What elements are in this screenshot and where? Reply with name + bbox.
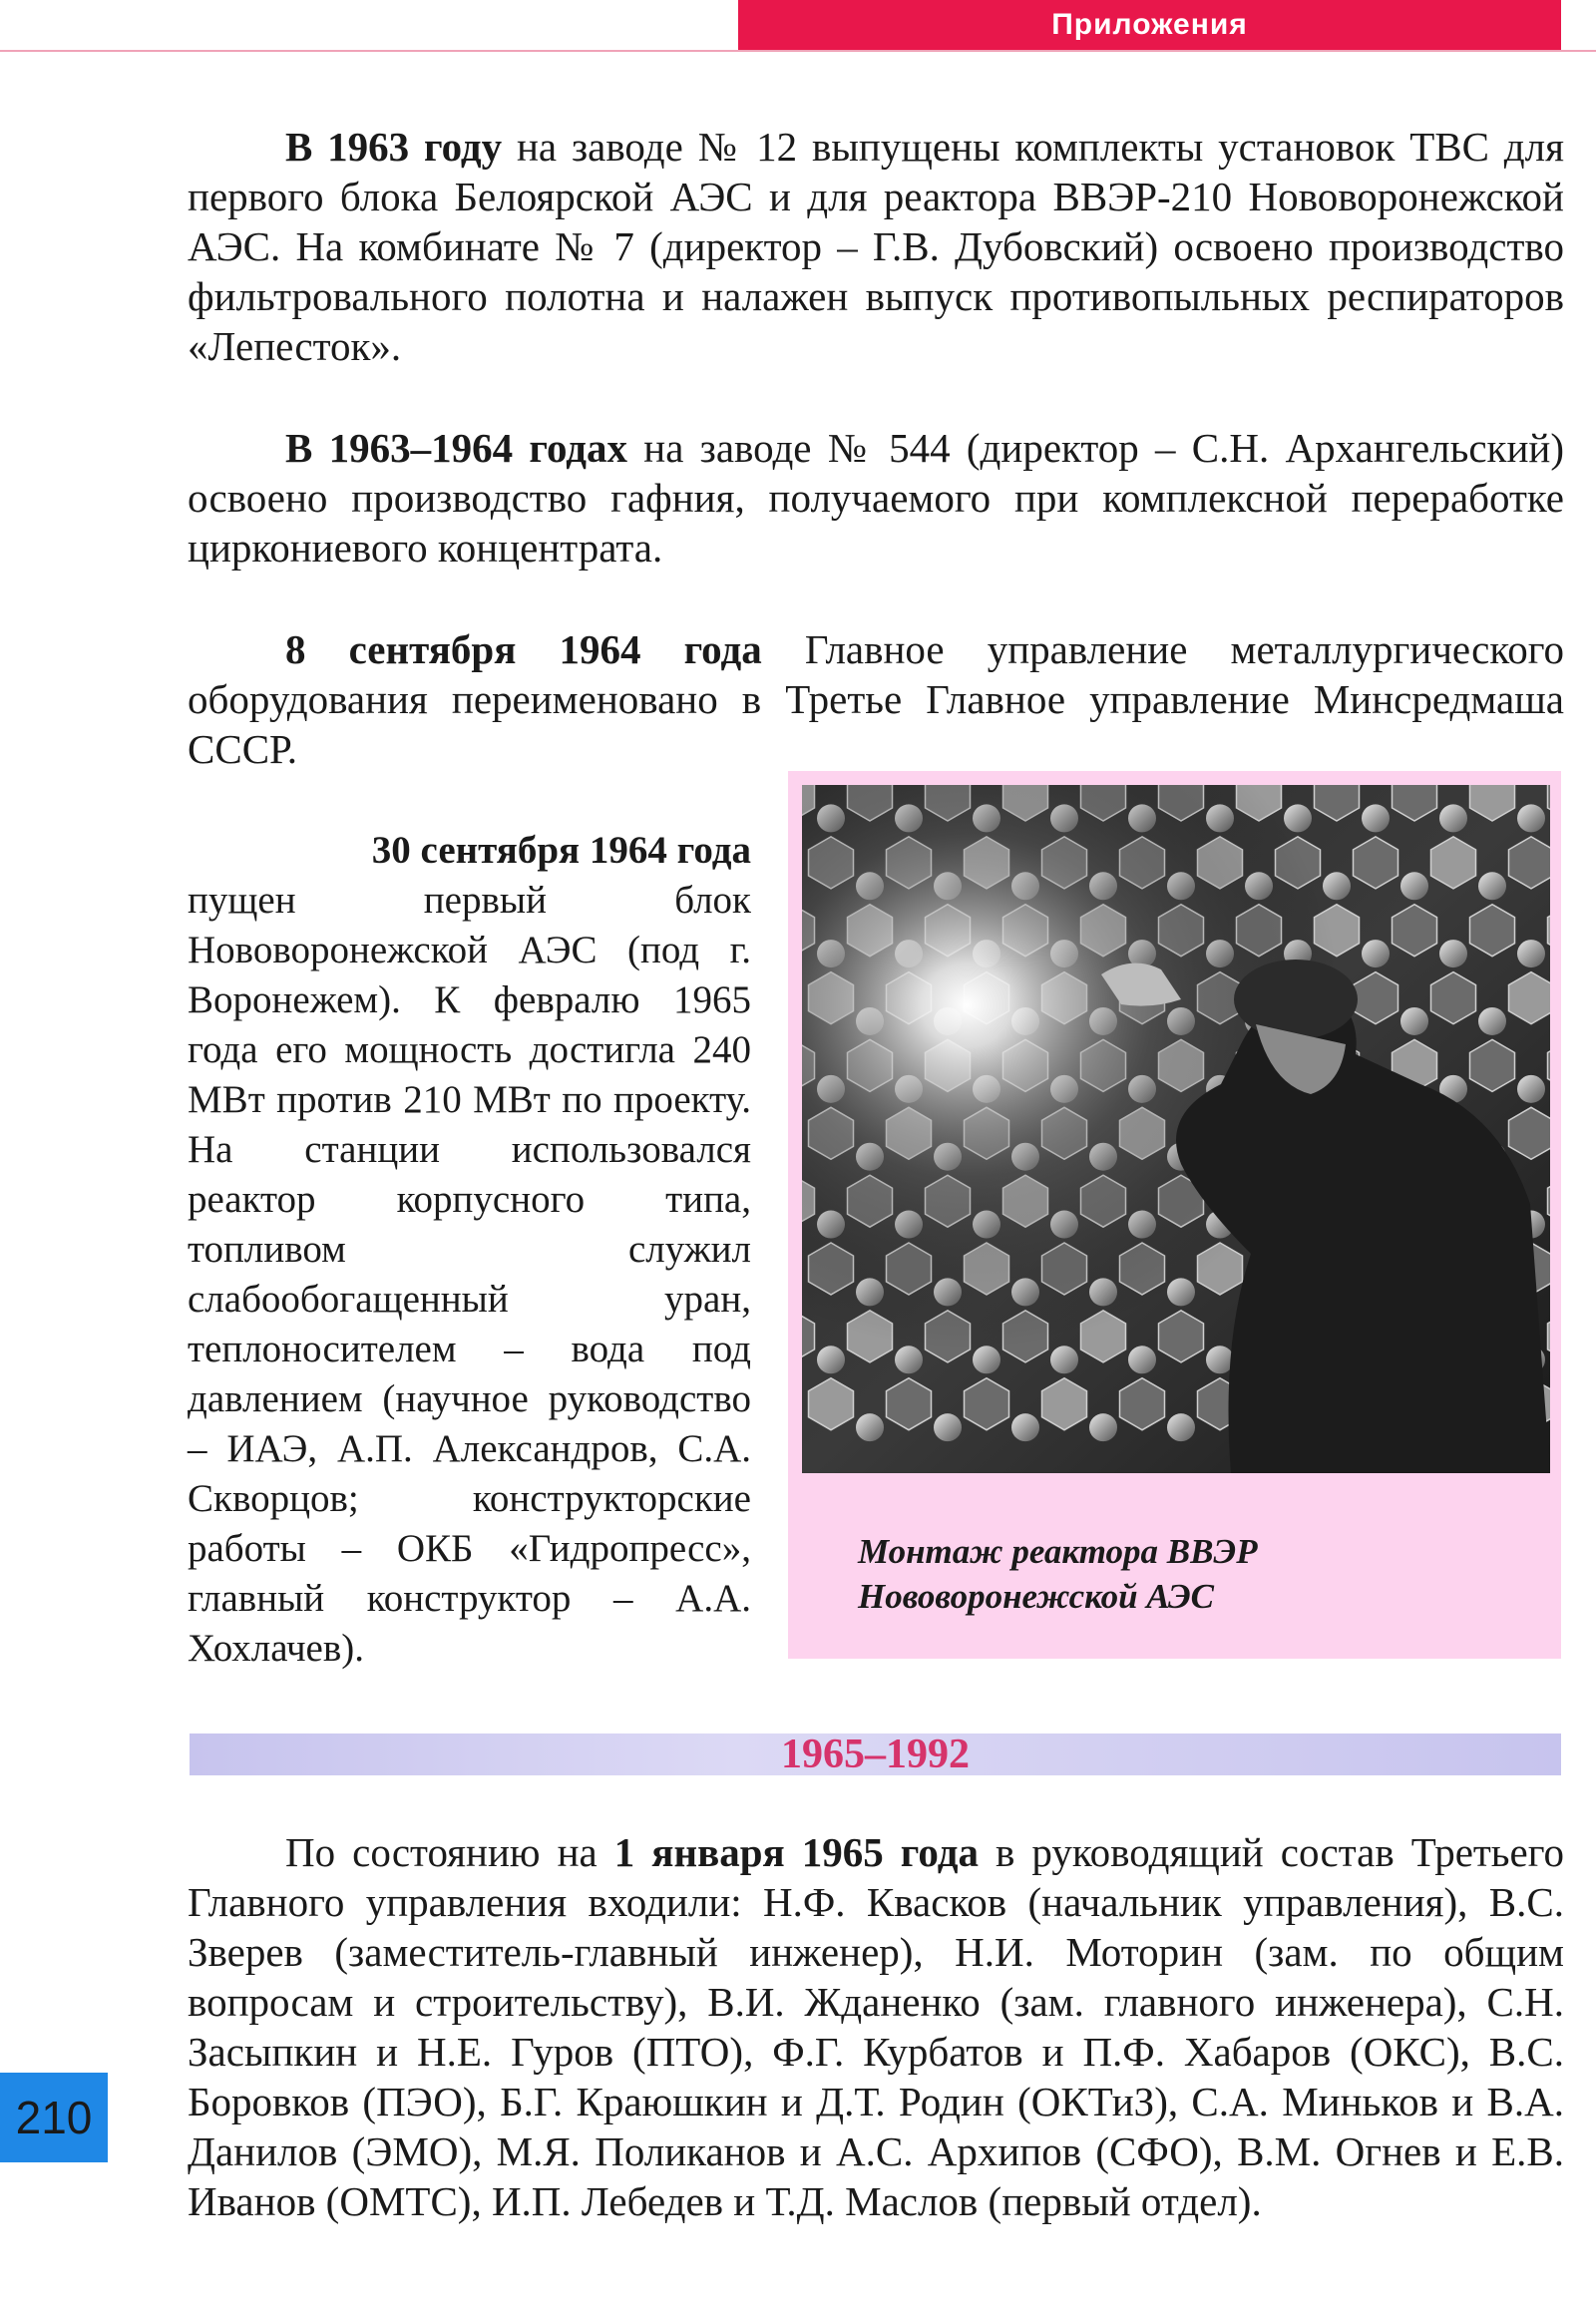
entry-text: Главное управление металлургического оборудования переименовано в Третье Главное управление Минсредмаша СССР. xyxy=(188,626,1564,772)
entry-date: В 1963 году xyxy=(285,124,503,170)
entry-1963 xyxy=(188,122,1564,371)
header-rule xyxy=(0,50,1596,52)
entry-text: на заводе № 12 выпущены комплекты установок ТВС для первого блока Белоярской АЭС и для реактора ВВЭР-210 Нововоронежской АЭС. На комбинате № 7 (директор – Г.В. Дубовский) освоено производство фильтровального полотна и налажен выпуск противопыльных респираторов «Лепесток». xyxy=(188,124,1564,369)
period-title: 1965–1992 xyxy=(781,1732,970,1777)
entry-date: 8 сентября 1964 года xyxy=(285,626,762,672)
entry-sep-30-1964 xyxy=(188,826,751,1674)
figure-caption: Монтаж реактора ВВЭР Нововоронежской АЭС xyxy=(858,1532,1258,1616)
paragraph-text: в руководящий состав Третьего Главного управления входили: Н.Ф. Квасков (начальник управления), В.С. Зверев (заместитель-главный инженер), Н.И. Моторин (зам. по общим вопросам и строительству), В.И. Жданенко (зам. главного инженера), С.Н. Засыпкин и Н.Е. Гуров (ПТО), Ф.Г. Курбатов и П.Ф. Хабаров (ОКС), В.С. Боровков (ПЭО), Б.Г. Краюшкин и Д.Т. Родин (ОКТиЗ), С.А. Миньков и В.А. Данилов (ЭМО), М.Я. Поликанов и А.С. Архипов (СФО), В.М. Огнев и Е.В. Иванов (ОМТС), И.П. Лебедев и Т.Д. Маслов (первый отдел). xyxy=(188,1829,1565,2224)
paragraph-lead: По состоянию на xyxy=(285,1829,614,1875)
leadership-paragraph xyxy=(188,1827,1564,2226)
entry-1963-1964 xyxy=(188,423,1564,573)
reactor-assembly-photo xyxy=(802,785,1550,1473)
entry-text: на заводе № 544 (директор – С.Н. Архангельский) освоено производство гафния, получаемого при комплексной переработке циркониевого концентрата. xyxy=(188,425,1564,571)
paragraph-date: 1 января 1965 года xyxy=(613,1829,979,1875)
entry-date: В 1963–1964 годах xyxy=(285,425,628,471)
entry-sep-8-1964 xyxy=(188,624,1564,774)
page-number: 210 xyxy=(0,2073,108,2162)
section-header: Приложения xyxy=(738,0,1561,50)
period-band xyxy=(190,1733,1561,1775)
entry-date: 30 сентября 1964 года xyxy=(371,829,751,872)
entry-text: пущен первый блок Нововоронежской АЭС (под г. Воронежем). К февралю 1965 года его мощность достигла 240 МВт против 210 МВт по проекту. На станции использовался реактор корпусного типа, топливом служил слабообогащенный уран, теплоносителем – вода под давлением (научное руководство – ИАЭ, А.П. Александров, С.А. Скворцов; конструкторские работы – ОКБ «Гидропресс», главный конструктор – А.А. Хохлачев). xyxy=(188,879,751,1670)
figure xyxy=(788,771,1561,1659)
